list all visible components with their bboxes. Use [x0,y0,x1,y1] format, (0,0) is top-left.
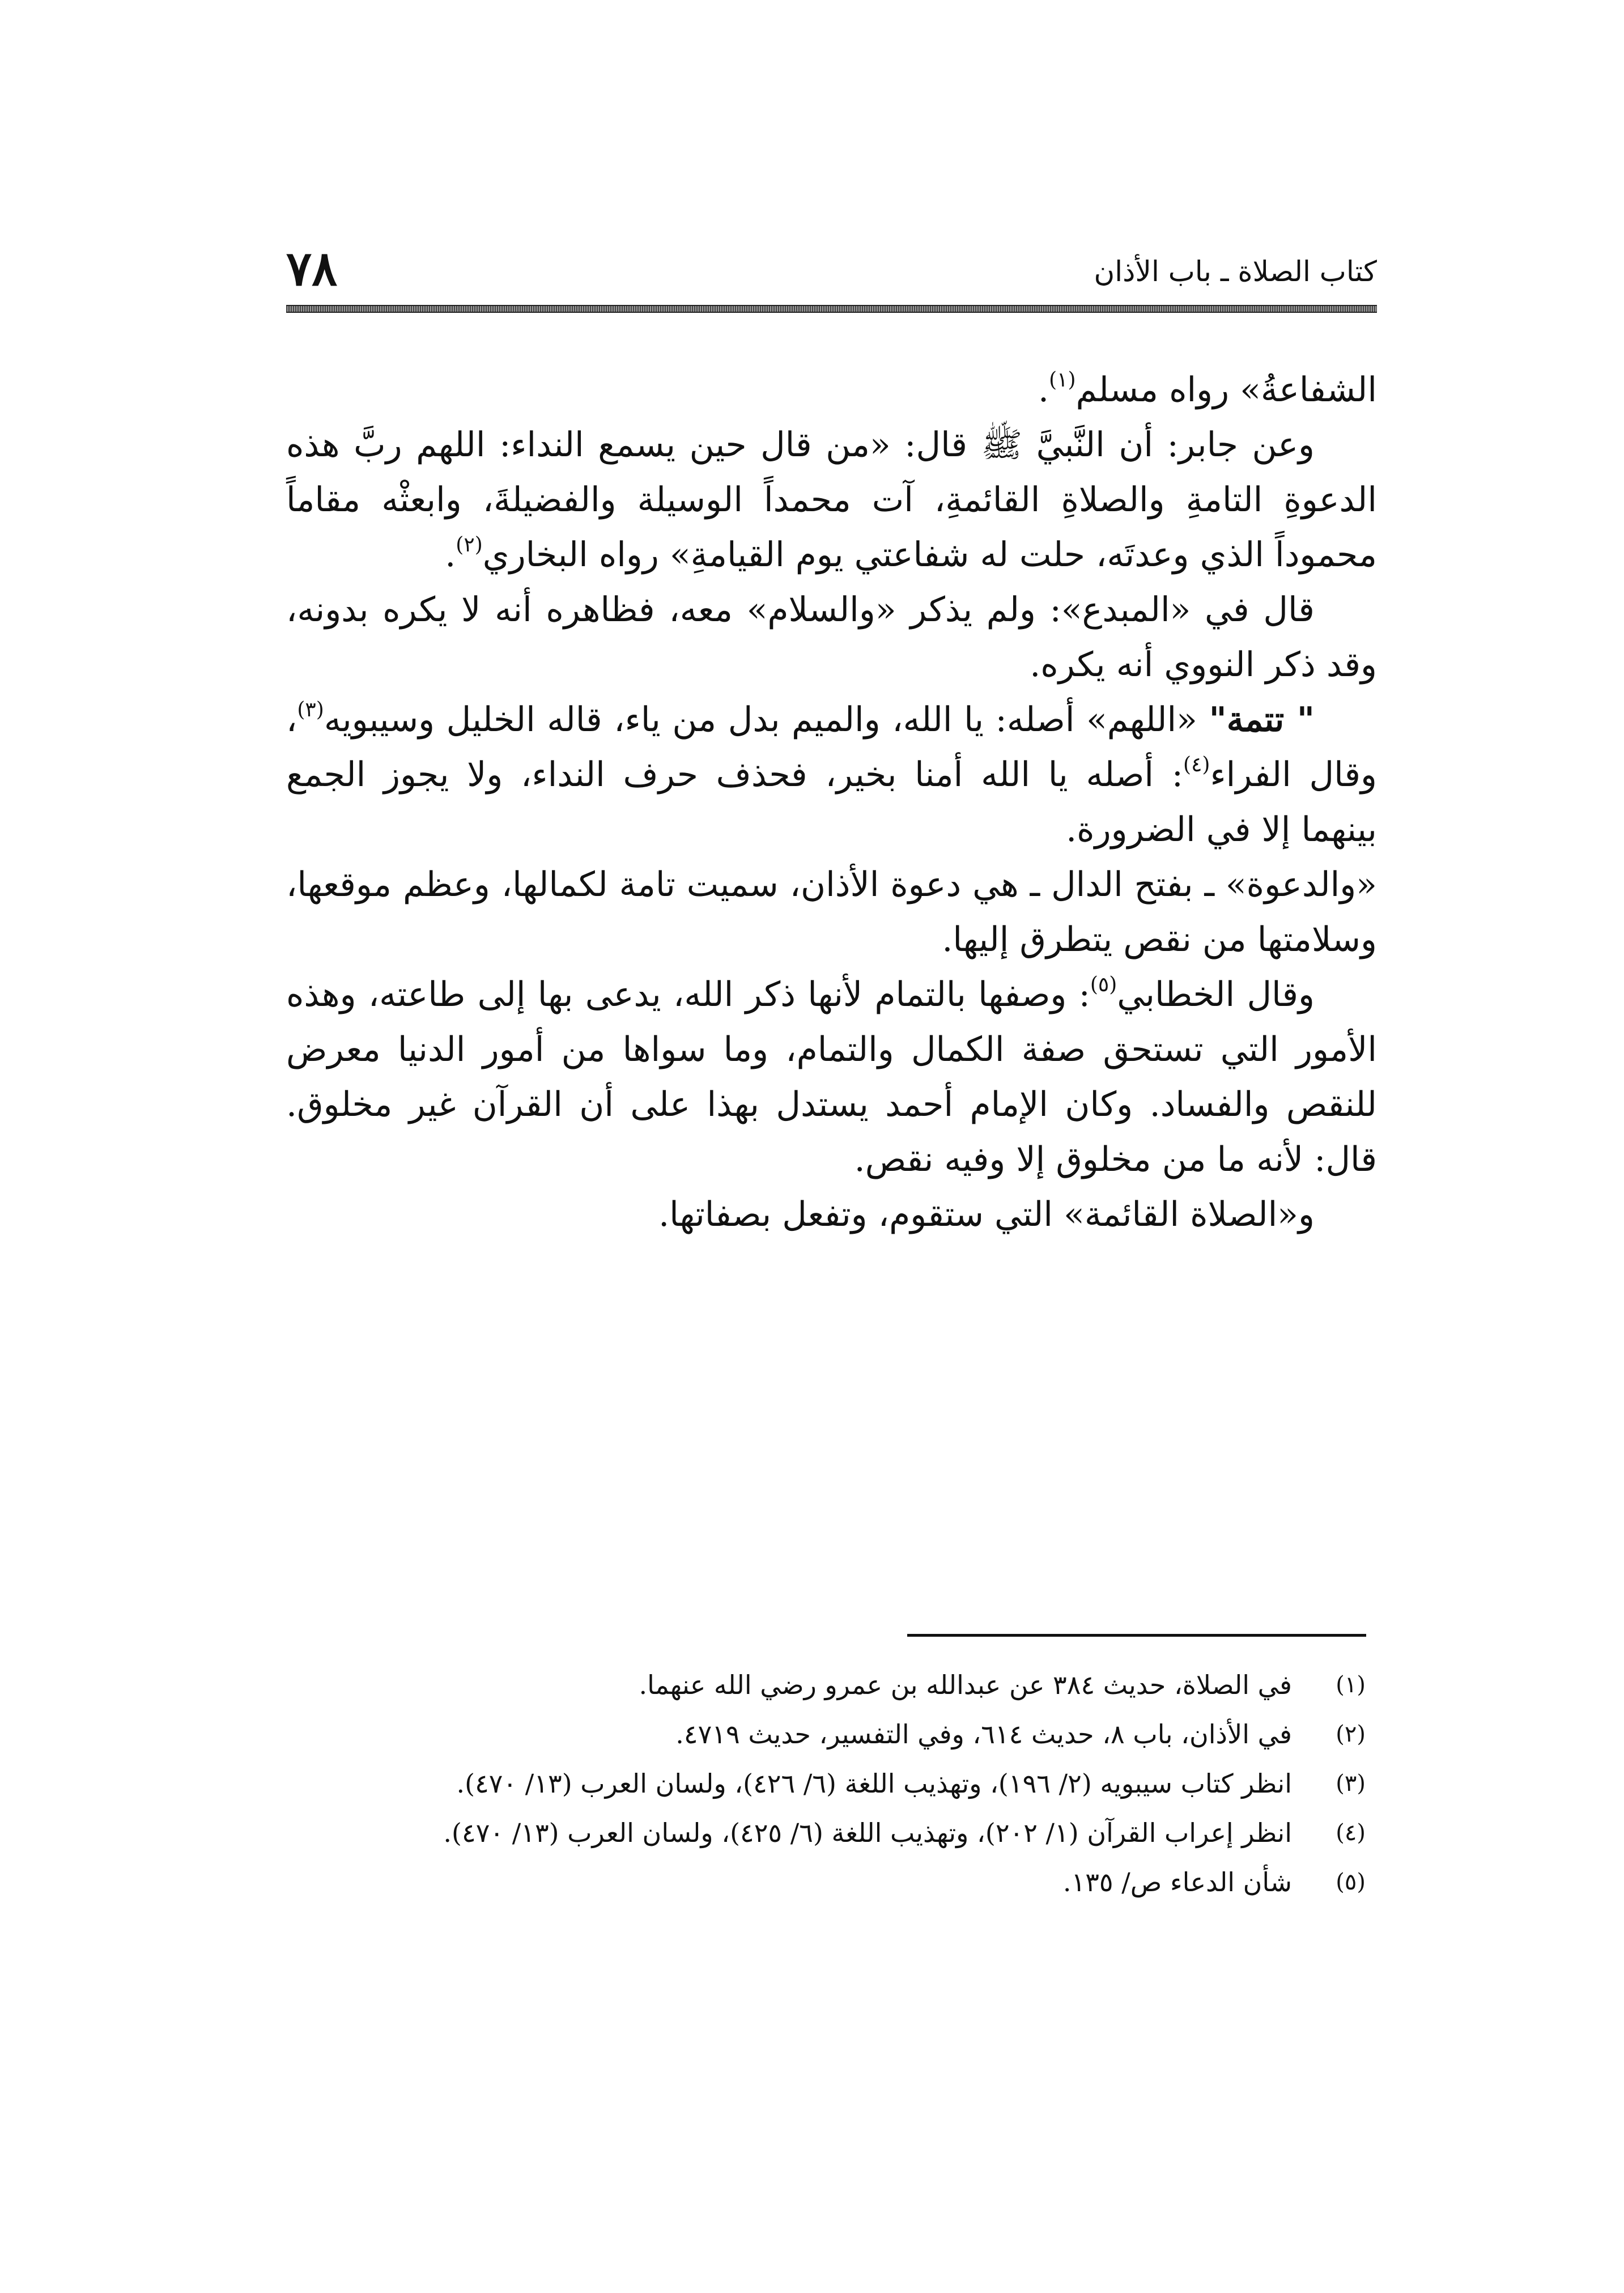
paragraph-2-text: وعن جابر: أن النَّبيَّ ﷺ قال: «من قال حين يسمع النداء: اللهم ربَّ هذه الدعوةِ التامةِ والصلاةِ القائمةِ، آت محمداً الوسيلة والفضيلةَ، وابعثْه مقاماً محموداً الذي وعدتَه، حلت له شفاعتي يوم القيامةِ» رواه البخاري [286,425,1377,575]
footnote-ref-5: (٥) [1090,973,1117,996]
paragraph-6 [286,967,1377,1187]
footnote-number: (٢) [1336,1721,1366,1747]
paragraph-6-text-b: : وصفها بالتمام لأنها ذكر الله، يدعى بها إلى طاعته، وهذه الأمور التي تستحق صفة الكمال والتمام، وما سواها من أمور الدنيا معرض للنقص والفساد. وكان الإمام أحمد يستدل بهذا على أن القرآن غير مخلوق. قال: لأنه ما من مخلوق إلا وفيه نقص. [286,975,1377,1179]
footnote-text: انظر كتاب سيبويه (٢/ ١٩٦)، وتهذيب اللغة (٦/ ٤٢٦)، ولسان العرب (١٣/ ٤٧٠). [456,1768,1292,1799]
page-number: ٧٨ [286,240,338,296]
paragraph-4-text-b: ، وقال الفراء [286,700,1377,795]
footnote-ref-1: (١) [1049,368,1076,392]
footnote-ref-3: (٣) [297,698,324,721]
paragraph-2-end: . [445,535,456,575]
paragraph-2 [286,418,1377,583]
footnote-number: (١) [1336,1672,1366,1698]
running-title: كتاب الصلاة ـ باب الأذان [1094,255,1377,288]
footnotes [286,1661,1377,1907]
paragraph-1 [286,363,1377,418]
footnote-number: (٣) [1336,1770,1366,1797]
footnote-number: (٥) [1336,1869,1366,1895]
paragraph-4-text-c: : أصله يا الله أمنا بخير، فحذف حرف النداء، ولا يجوز الجمع بينهما إلا في الضرورة. [286,755,1377,850]
footnote-text: انظر إعراب القرآن (١/ ٢٠٢)، وتهذيب اللغة (٦/ ٤٢٥)، ولسان العرب (١٣/ ٤٧٠). [443,1818,1292,1848]
main-text [286,363,1377,1242]
footnote-5 [286,1858,1377,1907]
footnote-text: في الأذان، باب ٨، حديث ٦١٤، وفي التفسير، حديث ٤٧١٩. [675,1719,1292,1750]
tatimma-label: " تتمة" [1209,700,1315,740]
paragraph-5: «والدعوة» ـ بفتح الدال ـ هي دعوة الأذان، سميت تامة لكمالها، وعظم موقعها، وسلامتها من نقص يتطرق إليها. [286,865,1377,959]
footnote-4 [286,1808,1377,1858]
footnote-2 [286,1710,1377,1759]
paragraph-4 [286,693,1377,857]
footnote-text: شأن الدعاء ص/ ١٣٥. [1062,1867,1292,1897]
footnote-3 [286,1759,1377,1808]
paragraph-3: قال في «المبدع»: ولم يذكر «والسلام» معه، فظاهره أنه لا يكره بدونه، وقد ذكر النووي أنه يكره. [286,590,1377,685]
footnote-text: في الصلاة، حديث ٣٨٤ عن عبدالله بن عمرو رضي الله عنهما. [639,1670,1292,1700]
paragraph-4-text-a: «اللهم» أصله: يا الله، والميم بدل من ياء، قاله الخليل وسيبويه [324,700,1209,740]
paragraph-1-text: الشفاعةُ» رواه مسلم [1075,370,1377,410]
footnote-1 [286,1661,1377,1710]
paragraph-7: و«الصلاة القائمة» التي ستقوم، وتفعل بصفاتها. [658,1195,1315,1234]
paragraph-1-end: . [1038,370,1049,410]
footnote-ref-2: (٢) [456,533,483,557]
header-rule [286,305,1377,313]
footnote-separator [907,1634,1366,1637]
paragraph-6-text-a: وقال الخطابي [1117,975,1315,1014]
footnote-number: (٤) [1336,1820,1366,1846]
footnote-ref-4: (٤) [1183,753,1210,776]
running-header [286,238,1377,306]
